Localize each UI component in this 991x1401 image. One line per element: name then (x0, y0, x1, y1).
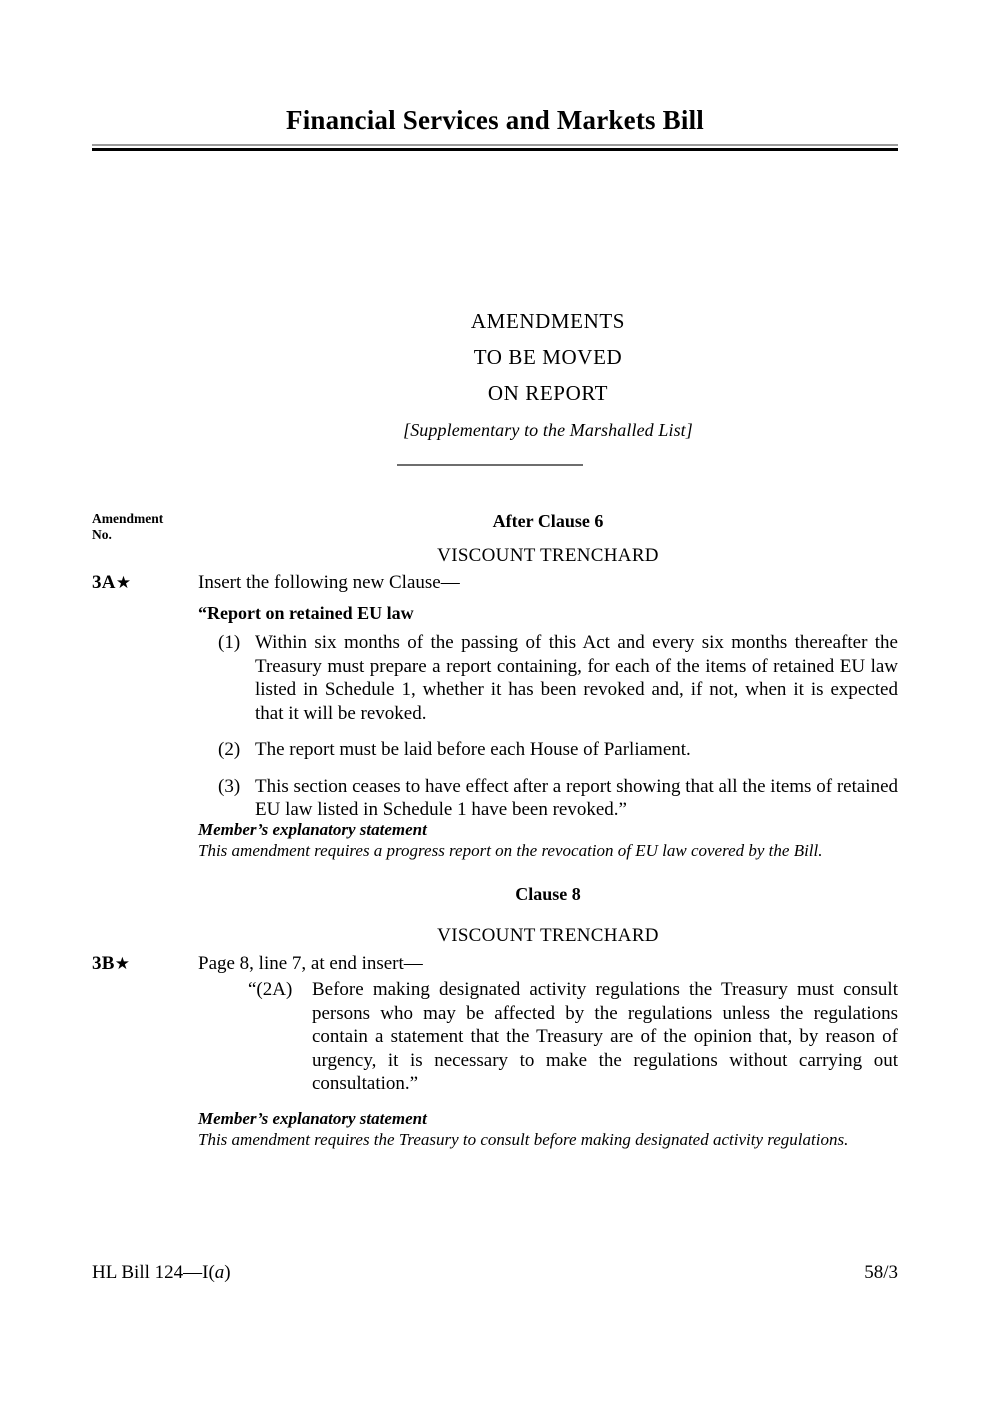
amendment-number-3b (92, 953, 130, 975)
new-clause-subsections (198, 631, 898, 822)
amendment-no-label-line2: No. (92, 527, 112, 542)
item-number: (1) (218, 632, 241, 653)
item-number: (2) (218, 739, 241, 760)
page-title: Financial Services and Markets Bill (286, 105, 704, 135)
amendment-number-3a-text: 3A (92, 572, 116, 593)
explanatory-statement-text: This amendment requires a progress report on the revocation of EU law covered by the Bill. (198, 841, 823, 860)
bill-reference-suffix: ) (224, 1262, 231, 1283)
item-number: “(2A) (248, 979, 293, 1000)
section-divider-rule (397, 464, 583, 466)
item-text: This section ceases to have effect after a report showing that all the items of retained EU law listed in Schedule 1 have been revoked.” (255, 775, 898, 820)
explanatory-statement-3b (198, 1109, 898, 1151)
member-name-trenchard-1: VISCOUNT TRENCHARD (437, 545, 659, 566)
amendment-lead-line-3a: Insert the following new Clause— (198, 572, 460, 593)
list-item (198, 978, 898, 1096)
explanatory-statement-3a (198, 820, 898, 862)
amendment-number-3b-text: 3B (92, 953, 115, 974)
clause-heading-after-clause-6: After Clause 6 (492, 511, 604, 531)
page-footer (92, 1262, 898, 1284)
item-text: Within six months of the passing of this Act and every six months thereafter the Treasury must prepare a report containing, for each of the items of retained EU law listed in Schedule 1, whether it has been revoked and, if not, when it is expected that it will be revoked. (255, 632, 898, 724)
explanatory-statement-heading: Member’s explanatory statement (198, 1109, 427, 1128)
list-item (198, 738, 898, 762)
new-clause-title: “Report on retained EU law (198, 603, 414, 623)
item-number: (3) (218, 775, 241, 797)
amendment-no-column-label (92, 511, 192, 543)
item-text: The report must be laid before each House of Parliament. (255, 739, 691, 760)
amendment-no-label-line1: Amendment (92, 511, 164, 526)
supplementary-note: [Supplementary to the Marshalled List] (403, 420, 693, 440)
item-text: Before making designated activity regulations the Treasury must consult persons who may be affected by the regulations unless the regulations contain a statement that the Treasury are of the opinion that, by reason of urgency, it is necessary to make the regulations without carrying out consultation.” (312, 979, 898, 1094)
member-name-trenchard-2: VISCOUNT TRENCHARD (437, 925, 659, 946)
amendment-lead-line-3b: Page 8, line 7, at end insert— (198, 953, 423, 974)
explanatory-statement-text: This amendment requires the Treasury to consult before making designated activity regulations. (198, 1130, 849, 1149)
explanatory-statement-heading: Member’s explanatory statement (198, 820, 427, 839)
bill-reference (92, 1262, 231, 1284)
star-icon: ★ (114, 954, 131, 973)
title-divider-rule (92, 144, 898, 151)
heading-line-on-report: ON REPORT (487, 381, 609, 405)
amendments-heading-block (198, 303, 898, 441)
star-icon: ★ (115, 573, 132, 592)
heading-line-amendments: AMENDMENTS (470, 309, 626, 333)
list-item (198, 775, 898, 822)
heading-line-to-be-moved: TO BE MOVED (473, 345, 623, 369)
bill-reference-prefix: HL Bill 124—I( (92, 1262, 215, 1283)
list-item (198, 631, 898, 725)
clause-8-inserted-subsection (198, 978, 898, 1096)
page-number: 58/3 (864, 1262, 898, 1283)
amendment-number-3a (92, 572, 131, 594)
bill-reference-italic: a (214, 1262, 225, 1283)
clause-heading-clause-8: Clause 8 (515, 884, 581, 904)
